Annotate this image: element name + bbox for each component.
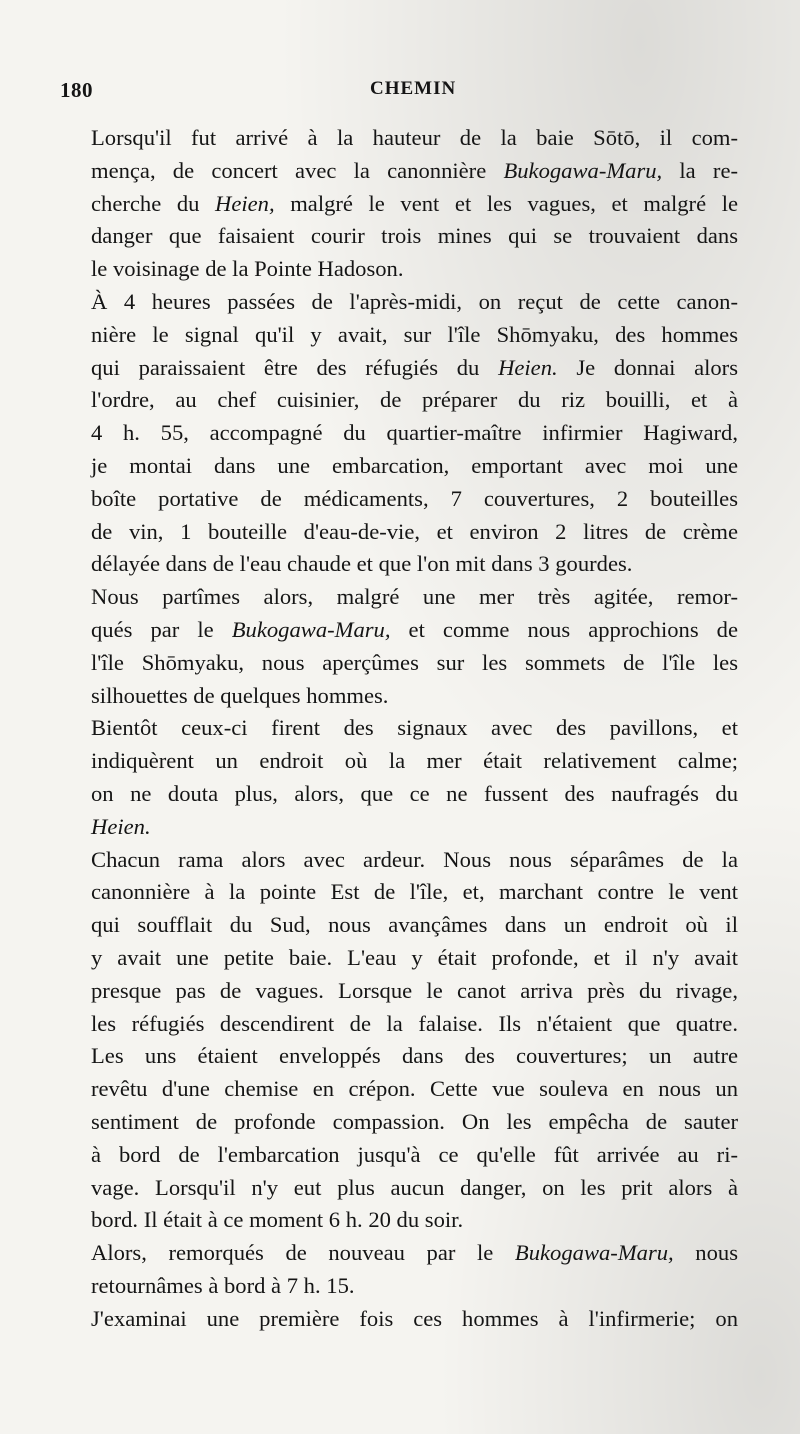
italic-name: Heien, (215, 190, 275, 216)
text-line (62, 384, 738, 417)
text-line (62, 1040, 738, 1073)
body-text (62, 122, 738, 1335)
page-header (60, 78, 740, 108)
text-segment: Les uns étaient enveloppés dans des couvertures; un autre (91, 1043, 738, 1069)
text-line (62, 581, 738, 614)
text-segment: danger que faisaient courir trois mines qui se trouvaient dans (91, 223, 738, 249)
text-line (62, 876, 738, 909)
text-segment: nous (673, 1240, 738, 1266)
text-segment: l'île Shōmyaku, nous aperçûmes sur les sommets de l'île les (91, 649, 738, 675)
text-line (62, 647, 738, 680)
text-line (62, 909, 738, 942)
text-line (62, 1139, 738, 1172)
text-line (62, 844, 738, 877)
text-segment: et comme nous approchions de (390, 616, 739, 642)
text-line (62, 1303, 738, 1336)
italic-name: Heien. (91, 813, 151, 839)
text-segment: Bientôt ceux-ci firent des signaux avec des pavillons, et (91, 715, 738, 741)
italic-name: Heien. (498, 354, 558, 380)
text-line (62, 483, 738, 516)
text-line (62, 1106, 738, 1139)
text-line (62, 286, 738, 319)
text-line (62, 417, 738, 450)
text-line (62, 220, 738, 253)
text-segment: de vin, 1 bouteille d'eau-de-vie, et environ 2 litres de crème (91, 518, 738, 544)
text-segment: la re- (662, 157, 738, 183)
text-segment: à bord de l'embarcation jusqu'à ce qu'elle fût arrivée au ri- (91, 1141, 738, 1167)
text-segment: malgré le vent et les vagues, et malgré le (274, 190, 739, 216)
text-segment: qui soufflait du Sud, nous avançâmes dans un endroit où il (91, 912, 738, 938)
text-segment: revêtu d'une chemise en crépon. Cette vue souleva en nous un (91, 1076, 738, 1102)
text-segment: le voisinage de la Pointe Hadoson. (91, 256, 404, 282)
text-segment: qués par le (91, 616, 232, 642)
text-segment: l'ordre, au chef cuisinier, de préparer du riz bouilli, et à (91, 387, 738, 413)
page-number: 180 (60, 78, 93, 102)
italic-name: Bukogawa-Maru, (503, 157, 663, 183)
text-segment: silhouettes de quelques hommes. (91, 682, 389, 708)
text-line (62, 975, 738, 1008)
text-segment: vage. Lorsqu'il n'y eut plus aucun danger, on les prit alors à (91, 1174, 738, 1200)
text-segment: J'examinai une première fois ces hommes à l'infirmerie; on (91, 1305, 738, 1331)
text-segment: Je donnai alors (557, 354, 739, 380)
text-line (62, 811, 738, 844)
text-line (62, 712, 738, 745)
text-segment: canonnière à la pointe Est de l'île, et, marchant contre le vent (91, 879, 738, 905)
text-line (62, 319, 738, 352)
text-segment: cherche du (91, 190, 216, 216)
text-segment: je montai dans une embarcation, emportant avec moi une (91, 452, 738, 478)
text-line (62, 1270, 738, 1303)
text-line (62, 942, 738, 975)
text-line (62, 1237, 738, 1270)
text-segment: Alors, remorqués de nouveau par le (91, 1240, 515, 1266)
text-segment: 4 h. 55, accompagné du quartier-maître infirmier Hagiward, (91, 420, 738, 446)
text-line (62, 1073, 738, 1106)
text-segment: on ne douta plus, alors, que ce ne fussent des naufragés du (91, 780, 738, 806)
text-segment: Lorsqu'il fut arrivé à la hauteur de la baie Sōtō, il com- (91, 125, 738, 150)
text-segment: Nous partîmes alors, malgré une mer très agitée, remor- (91, 584, 738, 610)
paragraph (62, 122, 738, 286)
text-line (62, 516, 738, 549)
text-line (62, 680, 738, 713)
paragraph (62, 286, 738, 581)
text-segment: les réfugiés descendirent de la falaise. Ils n'étaient que quatre. (91, 1010, 738, 1036)
paragraph (62, 581, 738, 712)
text-line (62, 122, 738, 155)
text-segment: mença, de concert avec la canonnière (91, 157, 504, 183)
text-segment: nière le signal qu'il y avait, sur l'île Shōmyaku, des hommes (91, 321, 738, 347)
text-line (62, 188, 738, 221)
paragraph (62, 712, 738, 843)
text-line (62, 614, 738, 647)
text-line (62, 155, 738, 188)
paragraph (62, 1303, 738, 1336)
text-segment: délayée dans de l'eau chaude et que l'on mit dans 3 gourdes. (91, 551, 633, 577)
text-line (62, 352, 738, 385)
text-segment: boîte portative de médicaments, 7 couvertures, 2 bouteilles (91, 485, 738, 511)
text-line (62, 548, 738, 581)
text-line (62, 253, 738, 286)
text-line (62, 1172, 738, 1205)
text-segment: y avait une petite baie. L'eau y était profonde, et il n'y avait (91, 944, 738, 970)
running-title: CHEMIN (370, 78, 457, 99)
text-segment: Chacun rama alors avec ardeur. Nous nous séparâmes de la (91, 846, 738, 872)
text-line (62, 1204, 738, 1237)
text-line (62, 450, 738, 483)
italic-name: Bukogawa-Maru, (231, 616, 391, 642)
text-segment: retournâmes à bord à 7 h. 15. (91, 1272, 355, 1298)
text-segment: À 4 heures passées de l'après-midi, on reçut de cette canon- (91, 288, 738, 314)
text-segment: presque pas de vagues. Lorsque le canot arriva près du rivage, (91, 977, 738, 1003)
text-line (62, 745, 738, 778)
text-line (62, 1008, 738, 1041)
paragraph (62, 1237, 738, 1303)
text-segment: bord. Il était à ce moment 6 h. 20 du soir. (91, 1207, 464, 1233)
text-line (62, 778, 738, 811)
italic-name: Bukogawa-Maru, (514, 1240, 674, 1266)
paragraph (62, 844, 738, 1238)
text-segment: sentiment de profonde compassion. On les empêcha de sauter (91, 1108, 738, 1134)
text-segment: indiquèrent un endroit où la mer était relativement calme; (91, 748, 738, 774)
text-segment: qui paraissaient être des réfugiés du (91, 354, 499, 380)
